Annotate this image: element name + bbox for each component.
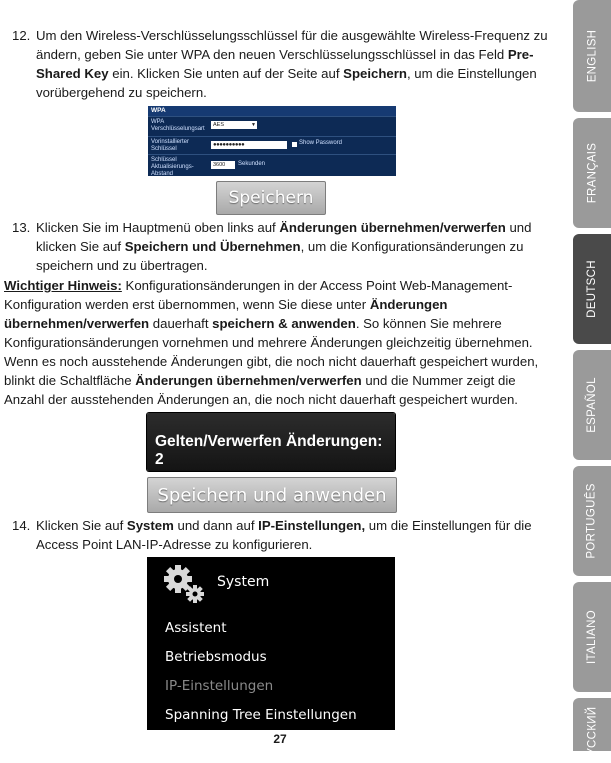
tab-label: DEUTSCH [586, 260, 598, 318]
show-password-checkbox[interactable] [292, 142, 297, 147]
important-note [4, 276, 554, 409]
menu-item-spanning-tree[interactable]: Spanning Tree Einstellungen [165, 707, 357, 723]
cipher-label: WPA Verschlüsselungsart [151, 119, 205, 132]
tab-english[interactable] [573, 0, 611, 112]
bold-text: Speichern [343, 66, 407, 81]
cipher-row [148, 116, 396, 137]
menu-item-assistent[interactable]: Assistent [165, 620, 227, 636]
pre-shared-key-input[interactable]: ●●●●●●●●●● [211, 141, 287, 149]
note-label: Wichtiger Hinweis: [4, 278, 122, 293]
pending-changes-label: Gelten/Verwerfen Änderungen: 2 [155, 433, 383, 468]
step-text [36, 218, 552, 275]
gears-icon [161, 562, 207, 606]
tab-espanol[interactable] [573, 350, 611, 460]
text: Klicken Sie im Hauptmenü oben links auf [36, 220, 280, 235]
bold-text: speichern & anwenden [212, 316, 356, 331]
tab-francais[interactable] [573, 118, 611, 228]
text: ein. Klicken Sie unten auf der Seite auf [108, 66, 344, 81]
bold-text: Pre-Shared Key [36, 47, 534, 81]
step-12 [12, 26, 552, 102]
interval-label: Schlüssel Aktualisierungs-Abstand [151, 157, 194, 177]
tab-label: ESPAÑOL [586, 377, 599, 433]
step-number: 13. [12, 220, 31, 235]
key-row [148, 136, 396, 155]
interval-input[interactable]: 3600 [211, 161, 235, 169]
cipher-select[interactable]: AES ▼ [211, 121, 257, 129]
page-number: 27 [273, 732, 287, 746]
text: Klicken Sie auf [36, 518, 127, 533]
step-text [36, 26, 552, 102]
bold-text: Änderungen übernehmen/verwerfen [4, 297, 448, 331]
text: und klicken Sie auf [36, 220, 532, 254]
wpa-settings-screenshot [148, 106, 396, 176]
key-label: Vorinstallierter Schlüssel [151, 139, 190, 152]
menu-item-ip-einstellungen[interactable]: IP-Einstellungen [165, 678, 274, 694]
step-13 [12, 218, 552, 275]
text: Konfigurationsänderungen in der Access Point Web-Management-Konfiguration werden erst übernommen, wenn Sie diese unter [4, 278, 513, 312]
tab-portugues[interactable] [573, 466, 611, 576]
bold-text: Änderungen übernehmen/verwerfen [279, 220, 506, 235]
text: und dann auf [173, 518, 259, 533]
pending-changes-button[interactable] [147, 413, 395, 471]
text: dauerhaft [149, 316, 213, 331]
step-text [36, 516, 552, 554]
bold-text: IP-Einstellungen, [258, 518, 366, 533]
tab-label: ITALIANO [586, 610, 599, 664]
show-password-label: Show Password [299, 140, 343, 146]
interval-row [148, 154, 396, 177]
system-menu-screenshot [147, 557, 395, 730]
text: , um die Einstellungen vorübergehend zu speichern. [36, 66, 537, 100]
save-button[interactable]: Speichern [216, 181, 326, 215]
language-tabs [573, 0, 611, 763]
save-and-apply-button[interactable]: Speichern und anwenden [147, 477, 397, 513]
tab-russian[interactable] [573, 698, 611, 763]
bold-text: System [126, 518, 174, 533]
tab-italiano[interactable] [573, 582, 611, 692]
tab-label: РУССКИЙ [586, 706, 599, 763]
tab-deutsch[interactable] [573, 234, 611, 344]
interval-unit: Sekunden [238, 161, 266, 167]
tab-label: FRANÇAIS [586, 142, 599, 204]
bold-text: Speichern und Übernehmen [124, 239, 301, 254]
text: um die Einstellungen für die Access Point LAN-IP-Adresse zu konfigurieren. [36, 518, 532, 552]
tab-label: PORTUGUÊS [586, 483, 598, 559]
bold-text: Änderungen übernehmen/verwerfen [135, 373, 362, 388]
text: . So können Sie mehrere Konfigurationsänderungen vornehmen und mehrere Änderungen gleichzeitig übernehmen. Wenn es noch ausstehende Änderungen gibt, die noch nicht dauerhaft gespeichert wurden, blinkt die Schaltfläche [4, 316, 539, 388]
menu-title: System [217, 574, 270, 590]
wpa-header: WPA [148, 106, 396, 116]
text: und die Nummer zeigt die Anzahl der ausstehenden Änderungen an, die noch nicht dauerhaft gespeichert wurden. [4, 373, 518, 407]
step-number: 14. [12, 518, 31, 533]
text: Um den Wireless-Verschlüsselungsschlüssel für die ausgewählte Wireless-Frequenz zu ändern, geben Sie unter WPA den neuen Verschlüsselungsschlüssel in das Feld [36, 28, 548, 62]
text: , um die Konfigurationsänderungen zu speichern und zu übertragen. [36, 239, 524, 273]
step-number: 12. [12, 28, 31, 43]
tab-label: ENGLISH [586, 29, 598, 83]
step-14 [12, 516, 552, 554]
menu-item-betriebsmodus[interactable]: Betriebsmodus [165, 649, 267, 665]
